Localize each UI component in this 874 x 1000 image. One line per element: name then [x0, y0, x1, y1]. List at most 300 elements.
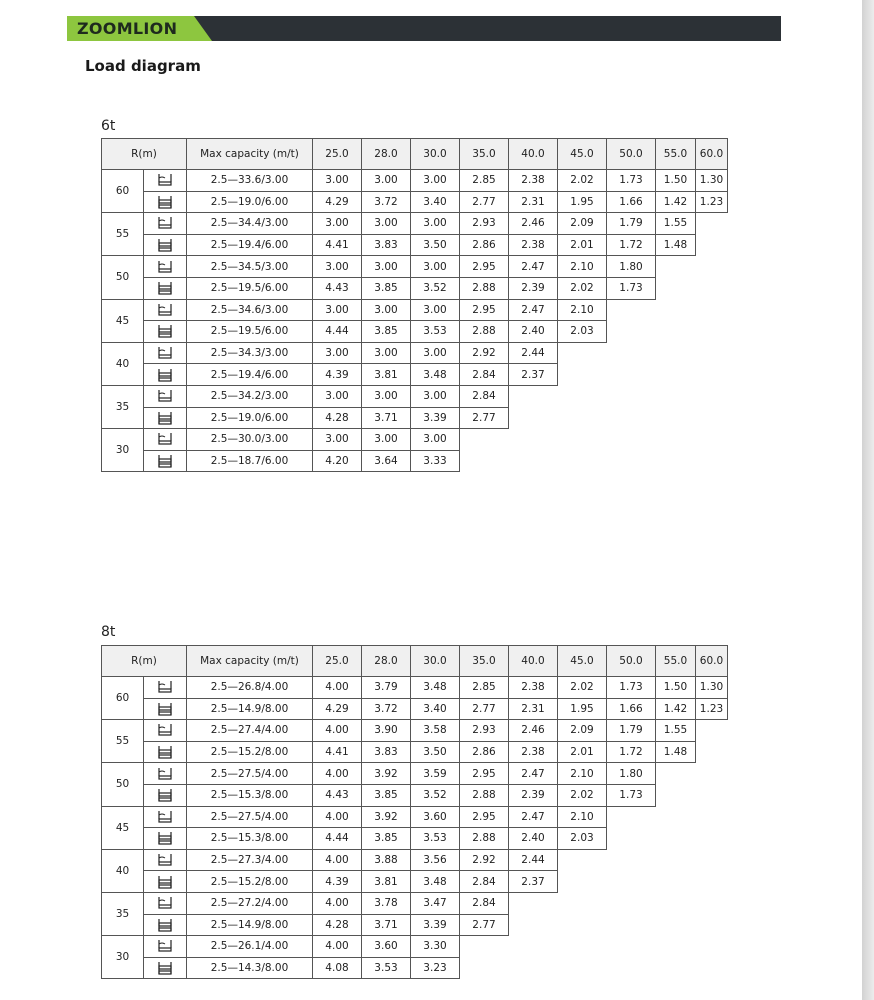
- load-value-cell: 3.00: [411, 256, 460, 278]
- load-value-cell: 3.00: [313, 170, 362, 192]
- table-row: [102, 321, 728, 343]
- empty-cell: [607, 871, 656, 893]
- boom-length-cell: 45: [102, 299, 144, 342]
- load-value-cell: 2.95: [460, 806, 509, 828]
- load-value-cell: 2.77: [460, 407, 509, 429]
- empty-cell: [460, 957, 509, 979]
- load-value-cell: 2.02: [558, 277, 607, 299]
- empty-cell: [656, 828, 696, 850]
- empty-cell: [509, 450, 558, 472]
- empty-cell: [656, 892, 696, 914]
- empty-cell: [696, 385, 728, 407]
- load-value-cell: 3.00: [411, 299, 460, 321]
- empty-cell: [607, 828, 656, 850]
- table-row: [102, 429, 728, 451]
- column-header-r: R(m): [102, 646, 187, 677]
- load-value-cell: 2.93: [460, 720, 509, 742]
- table-row: [102, 763, 728, 785]
- load-value-cell: 1.73: [607, 277, 656, 299]
- empty-cell: [656, 342, 696, 364]
- load-value-cell: 2.02: [558, 677, 607, 699]
- empty-cell: [656, 256, 696, 278]
- empty-cell: [696, 828, 728, 850]
- load-value-cell: 3.00: [411, 170, 460, 192]
- load-value-cell: 1.72: [607, 234, 656, 256]
- load-value-cell: 1.42: [656, 698, 696, 720]
- load-value-cell: 3.00: [362, 213, 411, 235]
- max-capacity-cell: 2.5—19.5/6.00: [187, 277, 313, 299]
- load-value-cell: 4.00: [313, 763, 362, 785]
- load-value-cell: 3.00: [313, 385, 362, 407]
- load-value-cell: 4.41: [313, 741, 362, 763]
- load-value-cell: 4.44: [313, 321, 362, 343]
- load-value-cell: 2.47: [509, 299, 558, 321]
- column-header-radius: 30.0: [411, 646, 460, 677]
- load-value-cell: 2.77: [460, 191, 509, 213]
- load-value-cell: 1.73: [607, 784, 656, 806]
- load-value-cell: 3.48: [411, 364, 460, 386]
- max-capacity-cell: 2.5—15.2/8.00: [187, 741, 313, 763]
- load-value-cell: 3.23: [411, 957, 460, 979]
- empty-cell: [696, 763, 728, 785]
- table-row: [102, 698, 728, 720]
- max-capacity-cell: 2.5—15.3/8.00: [187, 784, 313, 806]
- table-row: [102, 806, 728, 828]
- empty-cell: [696, 849, 728, 871]
- load-value-cell: 2.47: [509, 763, 558, 785]
- load-value-cell: 2.95: [460, 256, 509, 278]
- empty-cell: [558, 364, 607, 386]
- empty-cell: [656, 914, 696, 936]
- load-value-cell: 2.31: [509, 191, 558, 213]
- load-value-cell: 3.78: [362, 892, 411, 914]
- load-value-cell: 2.92: [460, 342, 509, 364]
- load-value-cell: 1.72: [607, 741, 656, 763]
- load-value-cell: 2.09: [558, 213, 607, 235]
- table-header-row: [102, 646, 728, 677]
- empty-cell: [656, 784, 696, 806]
- empty-cell: [558, 957, 607, 979]
- load-value-cell: 3.00: [411, 342, 460, 364]
- outrigger-double-icon: [144, 914, 187, 936]
- empty-cell: [656, 299, 696, 321]
- empty-cell: [696, 892, 728, 914]
- load-value-cell: 2.84: [460, 385, 509, 407]
- outrigger-double-icon: [144, 450, 187, 472]
- table-row: [102, 784, 728, 806]
- boom-length-cell: 35: [102, 892, 144, 935]
- table-row: [102, 450, 728, 472]
- empty-cell: [509, 429, 558, 451]
- boom-length-cell: 55: [102, 213, 144, 256]
- outrigger-double-icon: [144, 321, 187, 343]
- load-value-cell: 2.03: [558, 828, 607, 850]
- load-value-cell: 4.28: [313, 914, 362, 936]
- load-value-cell: 2.40: [509, 321, 558, 343]
- load-value-cell: 1.79: [607, 213, 656, 235]
- load-value-cell: 3.64: [362, 450, 411, 472]
- load-value-cell: 3.53: [411, 321, 460, 343]
- outrigger-single-icon: [144, 170, 187, 192]
- load-value-cell: 1.95: [558, 191, 607, 213]
- load-value-cell: 2.38: [509, 170, 558, 192]
- empty-cell: [607, 321, 656, 343]
- load-value-cell: 3.50: [411, 234, 460, 256]
- load-value-cell: 4.00: [313, 936, 362, 958]
- load-value-cell: 3.59: [411, 763, 460, 785]
- table-row: [102, 277, 728, 299]
- load-value-cell: 3.72: [362, 191, 411, 213]
- empty-cell: [696, 720, 728, 742]
- page-title: Load diagram: [85, 57, 201, 75]
- load-value-cell: 4.39: [313, 364, 362, 386]
- empty-cell: [607, 914, 656, 936]
- outrigger-single-icon: [144, 677, 187, 699]
- column-header-radius: 55.0: [656, 646, 696, 677]
- empty-cell: [696, 234, 728, 256]
- table-row: [102, 191, 728, 213]
- empty-cell: [696, 450, 728, 472]
- boom-length-cell: 55: [102, 720, 144, 763]
- boom-length-cell: 60: [102, 677, 144, 720]
- empty-cell: [607, 957, 656, 979]
- empty-cell: [656, 364, 696, 386]
- max-capacity-cell: 2.5—27.3/4.00: [187, 849, 313, 871]
- empty-cell: [696, 299, 728, 321]
- load-value-cell: 4.08: [313, 957, 362, 979]
- table-row: [102, 849, 728, 871]
- outrigger-double-icon: [144, 407, 187, 429]
- boom-length-cell: 30: [102, 936, 144, 979]
- empty-cell: [460, 936, 509, 958]
- load-value-cell: 1.48: [656, 741, 696, 763]
- load-value-cell: 1.66: [607, 191, 656, 213]
- load-value-cell: 3.88: [362, 849, 411, 871]
- outrigger-single-icon: [144, 849, 187, 871]
- max-capacity-cell: 2.5—34.4/3.00: [187, 213, 313, 235]
- load-value-cell: 2.77: [460, 698, 509, 720]
- load-table-6t: [101, 138, 728, 472]
- load-value-cell: 3.00: [313, 342, 362, 364]
- load-value-cell: 1.30: [696, 677, 728, 699]
- page-shadow: [862, 0, 874, 1000]
- load-value-cell: 2.40: [509, 828, 558, 850]
- load-value-cell: 4.20: [313, 450, 362, 472]
- boom-length-cell: 40: [102, 342, 144, 385]
- load-value-cell: 4.28: [313, 407, 362, 429]
- load-value-cell: 4.43: [313, 277, 362, 299]
- load-value-cell: 3.60: [362, 936, 411, 958]
- table-row: [102, 364, 728, 386]
- max-capacity-cell: 2.5—15.3/8.00: [187, 828, 313, 850]
- max-capacity-cell: 2.5—33.6/3.00: [187, 170, 313, 192]
- load-value-cell: 1.73: [607, 677, 656, 699]
- empty-cell: [509, 936, 558, 958]
- column-header-max-capacity: Max capacity (m/t): [187, 139, 313, 170]
- empty-cell: [696, 364, 728, 386]
- max-capacity-cell: 2.5—26.8/4.00: [187, 677, 313, 699]
- load-value-cell: 4.29: [313, 191, 362, 213]
- column-header-radius: 50.0: [607, 139, 656, 170]
- load-value-cell: 3.60: [411, 806, 460, 828]
- table-row: [102, 407, 728, 429]
- load-value-cell: 3.72: [362, 698, 411, 720]
- boom-length-cell: 40: [102, 849, 144, 892]
- load-value-cell: 3.52: [411, 784, 460, 806]
- table-row: [102, 299, 728, 321]
- load-value-cell: 3.81: [362, 871, 411, 893]
- column-header-radius: 28.0: [362, 139, 411, 170]
- load-value-cell: 2.84: [460, 364, 509, 386]
- empty-cell: [607, 429, 656, 451]
- load-value-cell: 2.77: [460, 914, 509, 936]
- empty-cell: [696, 213, 728, 235]
- load-value-cell: 3.00: [313, 213, 362, 235]
- load-value-cell: 3.00: [313, 299, 362, 321]
- outrigger-single-icon: [144, 213, 187, 235]
- boom-length-cell: 50: [102, 256, 144, 299]
- load-value-cell: 2.02: [558, 784, 607, 806]
- empty-cell: [607, 892, 656, 914]
- empty-cell: [656, 450, 696, 472]
- load-value-cell: 4.00: [313, 677, 362, 699]
- table-row: [102, 741, 728, 763]
- load-value-cell: 2.85: [460, 170, 509, 192]
- load-value-cell: 2.37: [509, 871, 558, 893]
- table-row: [102, 720, 728, 742]
- max-capacity-cell: 2.5—14.3/8.00: [187, 957, 313, 979]
- table-row: [102, 936, 728, 958]
- empty-cell: [607, 936, 656, 958]
- load-value-cell: 1.30: [696, 170, 728, 192]
- table-row: [102, 828, 728, 850]
- load-value-cell: 1.80: [607, 763, 656, 785]
- load-value-cell: 2.44: [509, 849, 558, 871]
- load-value-cell: 1.66: [607, 698, 656, 720]
- empty-cell: [607, 849, 656, 871]
- column-header-radius: 45.0: [558, 139, 607, 170]
- max-capacity-cell: 2.5—14.9/8.00: [187, 698, 313, 720]
- column-header-radius: 50.0: [607, 646, 656, 677]
- empty-cell: [656, 321, 696, 343]
- load-table-8t: [101, 645, 728, 979]
- load-value-cell: 2.38: [509, 234, 558, 256]
- load-value-cell: 3.00: [362, 256, 411, 278]
- column-header-radius: 35.0: [460, 139, 509, 170]
- max-capacity-cell: 2.5—19.0/6.00: [187, 191, 313, 213]
- empty-cell: [656, 407, 696, 429]
- max-capacity-cell: 2.5—34.3/3.00: [187, 342, 313, 364]
- load-value-cell: 2.86: [460, 741, 509, 763]
- load-value-cell: 2.88: [460, 828, 509, 850]
- section-label-6t: 6t: [101, 118, 116, 134]
- max-capacity-cell: 2.5—14.9/8.00: [187, 914, 313, 936]
- empty-cell: [607, 806, 656, 828]
- load-value-cell: 1.23: [696, 191, 728, 213]
- empty-cell: [607, 299, 656, 321]
- outrigger-double-icon: [144, 828, 187, 850]
- column-header-radius: 40.0: [509, 139, 558, 170]
- load-value-cell: 2.88: [460, 277, 509, 299]
- load-value-cell: 1.23: [696, 698, 728, 720]
- load-value-cell: 3.00: [362, 429, 411, 451]
- outrigger-single-icon: [144, 936, 187, 958]
- outrigger-double-icon: [144, 364, 187, 386]
- empty-cell: [460, 429, 509, 451]
- max-capacity-cell: 2.5—34.5/3.00: [187, 256, 313, 278]
- load-value-cell: 3.92: [362, 763, 411, 785]
- outrigger-double-icon: [144, 191, 187, 213]
- empty-cell: [558, 450, 607, 472]
- load-value-cell: 3.83: [362, 741, 411, 763]
- empty-cell: [558, 342, 607, 364]
- load-value-cell: 2.86: [460, 234, 509, 256]
- outrigger-single-icon: [144, 256, 187, 278]
- load-value-cell: 1.79: [607, 720, 656, 742]
- column-header-radius: 60.0: [696, 646, 728, 677]
- load-value-cell: 4.44: [313, 828, 362, 850]
- empty-cell: [656, 871, 696, 893]
- empty-cell: [696, 871, 728, 893]
- max-capacity-cell: 2.5—27.5/4.00: [187, 763, 313, 785]
- max-capacity-cell: 2.5—15.2/8.00: [187, 871, 313, 893]
- load-value-cell: 1.73: [607, 170, 656, 192]
- load-value-cell: 4.00: [313, 720, 362, 742]
- empty-cell: [696, 342, 728, 364]
- load-value-cell: 2.38: [509, 677, 558, 699]
- load-value-cell: 3.47: [411, 892, 460, 914]
- load-value-cell: 3.85: [362, 277, 411, 299]
- column-header-radius: 55.0: [656, 139, 696, 170]
- load-value-cell: 3.00: [362, 170, 411, 192]
- empty-cell: [460, 450, 509, 472]
- load-value-cell: 3.00: [411, 385, 460, 407]
- column-header-radius: 28.0: [362, 646, 411, 677]
- empty-cell: [558, 407, 607, 429]
- empty-cell: [696, 784, 728, 806]
- load-value-cell: 2.46: [509, 720, 558, 742]
- table-row: [102, 957, 728, 979]
- load-value-cell: 3.40: [411, 698, 460, 720]
- load-value-cell: 3.39: [411, 407, 460, 429]
- empty-cell: [607, 364, 656, 386]
- table-row: [102, 213, 728, 235]
- load-value-cell: 3.00: [313, 256, 362, 278]
- empty-cell: [558, 849, 607, 871]
- outrigger-double-icon: [144, 741, 187, 763]
- empty-cell: [696, 321, 728, 343]
- load-value-cell: 1.55: [656, 720, 696, 742]
- load-value-cell: 2.44: [509, 342, 558, 364]
- load-value-cell: 3.48: [411, 871, 460, 893]
- boom-length-cell: 50: [102, 763, 144, 806]
- load-value-cell: 3.00: [411, 429, 460, 451]
- load-value-cell: 2.88: [460, 784, 509, 806]
- column-header-max-capacity: Max capacity (m/t): [187, 646, 313, 677]
- load-value-cell: 3.50: [411, 741, 460, 763]
- load-value-cell: 4.00: [313, 849, 362, 871]
- empty-cell: [656, 957, 696, 979]
- max-capacity-cell: 2.5—26.1/4.00: [187, 936, 313, 958]
- empty-cell: [558, 385, 607, 407]
- outrigger-single-icon: [144, 299, 187, 321]
- load-value-cell: 2.03: [558, 321, 607, 343]
- boom-length-cell: 35: [102, 385, 144, 428]
- empty-cell: [558, 914, 607, 936]
- table-row: [102, 892, 728, 914]
- load-value-cell: 3.71: [362, 914, 411, 936]
- load-value-cell: 3.30: [411, 936, 460, 958]
- load-value-cell: 3.79: [362, 677, 411, 699]
- table-row: [102, 170, 728, 192]
- load-value-cell: 2.31: [509, 698, 558, 720]
- load-value-cell: 4.00: [313, 892, 362, 914]
- load-value-cell: 2.39: [509, 784, 558, 806]
- empty-cell: [509, 957, 558, 979]
- column-header-radius: 40.0: [509, 646, 558, 677]
- load-value-cell: 2.10: [558, 299, 607, 321]
- load-value-cell: 3.48: [411, 677, 460, 699]
- load-value-cell: 3.00: [362, 385, 411, 407]
- load-value-cell: 4.00: [313, 806, 362, 828]
- max-capacity-cell: 2.5—19.4/6.00: [187, 234, 313, 256]
- load-value-cell: 2.95: [460, 299, 509, 321]
- empty-cell: [607, 385, 656, 407]
- outrigger-single-icon: [144, 763, 187, 785]
- load-value-cell: 3.85: [362, 784, 411, 806]
- load-value-cell: 3.92: [362, 806, 411, 828]
- max-capacity-cell: 2.5—27.4/4.00: [187, 720, 313, 742]
- empty-cell: [696, 256, 728, 278]
- table-row: [102, 677, 728, 699]
- outrigger-single-icon: [144, 429, 187, 451]
- outrigger-single-icon: [144, 892, 187, 914]
- column-header-radius: 35.0: [460, 646, 509, 677]
- load-value-cell: 2.37: [509, 364, 558, 386]
- load-value-cell: 2.84: [460, 892, 509, 914]
- max-capacity-cell: 2.5—19.4/6.00: [187, 364, 313, 386]
- load-value-cell: 4.29: [313, 698, 362, 720]
- load-value-cell: 4.41: [313, 234, 362, 256]
- load-value-cell: 3.85: [362, 321, 411, 343]
- load-value-cell: 3.85: [362, 828, 411, 850]
- load-value-cell: 2.85: [460, 677, 509, 699]
- empty-cell: [696, 741, 728, 763]
- load-value-cell: 1.80: [607, 256, 656, 278]
- load-value-cell: 2.38: [509, 741, 558, 763]
- table-header-row: [102, 139, 728, 170]
- empty-cell: [607, 342, 656, 364]
- load-value-cell: 2.39: [509, 277, 558, 299]
- outrigger-single-icon: [144, 342, 187, 364]
- column-header-radius: 60.0: [696, 139, 728, 170]
- max-capacity-cell: 2.5—19.5/6.00: [187, 321, 313, 343]
- empty-cell: [656, 763, 696, 785]
- load-value-cell: 2.02: [558, 170, 607, 192]
- empty-cell: [558, 892, 607, 914]
- boom-length-cell: 60: [102, 170, 144, 213]
- empty-cell: [558, 429, 607, 451]
- load-value-cell: 4.43: [313, 784, 362, 806]
- load-value-cell: 3.81: [362, 364, 411, 386]
- empty-cell: [696, 277, 728, 299]
- load-value-cell: 3.83: [362, 234, 411, 256]
- section-label-8t: 8t: [101, 624, 116, 640]
- table-row: [102, 914, 728, 936]
- load-value-cell: 2.10: [558, 256, 607, 278]
- empty-cell: [656, 429, 696, 451]
- load-value-cell: 1.95: [558, 698, 607, 720]
